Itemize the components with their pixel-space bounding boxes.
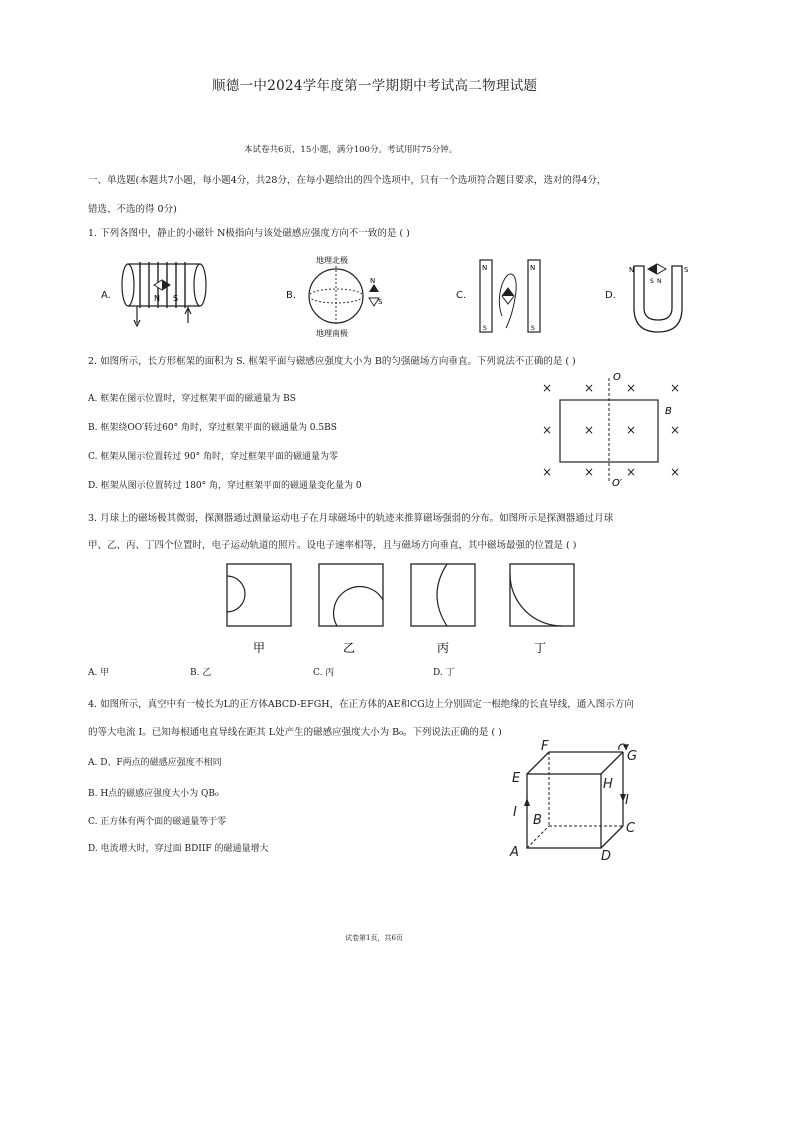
q4-b: B: [533, 813, 542, 828]
q3-line2: 甲、乙、丙、丁四个位置时，电子运动轨道的照片。设电子速率相等，且与磁场方向垂直，其中磁场最强的位置是 ( ): [88, 540, 577, 551]
q1-fig-d-u-magnet: [626, 258, 696, 338]
q3-fig-panels: [225, 562, 585, 658]
cross: ×: [542, 465, 553, 479]
q3-option-c: C. 丙: [313, 668, 335, 678]
q1-d-needle-n: N: [657, 278, 662, 285]
q1-c-n-left: N: [482, 264, 488, 272]
q1-fig-c-bars: [472, 256, 552, 341]
q4-option-d: D. 电流增大时，穿过面 BDIIF 的磁通量增大: [88, 844, 269, 854]
q2-stem: 2. 如图所示，长方形框架的面积为 S. 框架平面与磁感应强度大小为 B的匀强磁场方向垂直。下列说法不正确的是 ( ): [88, 356, 576, 367]
q1-c-s-right: S: [531, 325, 535, 332]
q4-h: H: [603, 777, 613, 792]
q2-option-c: C. 框架从图示位置转过 90° 角时，穿过框架平面的磁通量为零: [88, 452, 338, 462]
q1-c-s-left: S: [483, 325, 487, 332]
q1-d-needle-s: S: [650, 278, 654, 285]
q3-option-a: A. 甲: [88, 668, 110, 678]
q3-option-d: D. 丁: [433, 668, 455, 678]
q1-fig-c-label: C.: [456, 290, 467, 301]
cross: ×: [584, 465, 595, 479]
q1-a-n-label: N: [154, 294, 160, 303]
q3-label-yi: 乙: [343, 641, 356, 655]
q1-stem: 1. 下列各图中，静止的小磁针 N极指向与该处磁感应强度方向不一致的是 ( ): [88, 228, 410, 239]
q4-i-left: I: [513, 805, 517, 820]
section-heading-line1: 一、单选题(本题共7小题，每小题4分，共28分，在每小题给出的四个选项中，只有一个选项符合题目要求，选对的得4分，: [88, 175, 607, 186]
q2-o-top: O: [613, 372, 621, 383]
q4-i-right: I: [625, 793, 629, 808]
q4-option-b: B. H点的磁感应强度大小为 QB₀: [88, 789, 219, 799]
q3-label-bing: 丙: [437, 641, 450, 655]
q4-g: G: [627, 749, 638, 764]
q4-fig-cube: [505, 738, 645, 866]
q1-a-s-label: S: [173, 294, 179, 303]
q1-d-s-label: S: [684, 266, 689, 274]
page-footer: 试卷第1页，共6页: [345, 934, 403, 942]
q4-line2: 的等大电流 I。已知每根通电直导线在距其 L处产生的磁感应强度大小为 B₀。下列说法正确的是 ( ): [88, 727, 502, 738]
q1-fig-b-label: B.: [286, 290, 297, 301]
q2-b-label: B: [665, 406, 672, 417]
q4-option-c: C. 正方体有两个面的磁通量等于零: [88, 817, 227, 827]
q1-fig-d-label: D.: [605, 290, 616, 301]
cross: ×: [542, 423, 553, 437]
cross: ×: [584, 381, 595, 395]
q1-fig-a-label: A.: [101, 290, 111, 301]
q2-option-b: B. 框架绕OO′转过60° 角时，穿过框架平面的磁通量为 0.5BS: [88, 423, 337, 433]
q3-label-jia: 甲: [253, 641, 266, 655]
q2-option-d: D. 框架从图示位置转过 180° 角，穿过框架平面的磁通量变化量为 0: [88, 481, 362, 491]
cross: ×: [626, 381, 637, 395]
q4-e: E: [512, 771, 521, 786]
cross: ×: [626, 465, 637, 479]
q4-option-a: A. D、F两点的磁感应强度不相同: [88, 758, 222, 768]
q1-b-n-label: N: [370, 277, 376, 285]
q2-o-bottom: O′: [612, 478, 623, 489]
q3-line1: 3. 月球上的磁场极其微弱，探测器通过测量运动电子在月球磁场中的轨迹来推算磁场强弱的分布。如图所示是探测器通过月球: [88, 513, 614, 524]
cross: ×: [584, 423, 595, 437]
cross: ×: [670, 465, 681, 479]
section-heading-line2: 错选、不选的得 0分): [88, 204, 177, 215]
q3-option-b: B. 乙: [190, 668, 212, 678]
cross: ×: [670, 381, 681, 395]
q1-fig-a-solenoid: [118, 258, 213, 333]
q4-c: C: [626, 821, 636, 836]
q3-label-ding: 丁: [534, 641, 547, 655]
q2-option-a: A. 框架在图示位置时，穿过框架平面的磁通量为 BS: [88, 394, 296, 404]
q1-south-pole-label: 地理南极: [316, 329, 348, 338]
q2-fig-frame: [536, 370, 696, 490]
q1-north-pole-label: 地理北极: [316, 256, 348, 265]
q1-fig-b-earth: [298, 254, 388, 339]
cross: ×: [670, 423, 681, 437]
q4-line1: 4. 如图所示，真空中有一棱长为L的正方体ABCD-EFGH，在正方体的AE和CG边上分别固定一根绝缘的长直导线，通入图示方向: [88, 699, 634, 710]
page-title: 顺德一中2024学年度第一学期期中考试高二物理试题: [212, 78, 538, 94]
q1-c-n-right: N: [530, 264, 536, 272]
exam-info: 本试卷共6页，15小题，满分100分。考试用时75分钟。: [244, 145, 458, 155]
q4-a: A: [510, 845, 519, 860]
q1-b-s-label: S: [378, 298, 383, 306]
cross: ×: [626, 423, 637, 437]
q4-f: F: [541, 739, 549, 754]
q4-d: D: [601, 849, 612, 864]
q1-d-n-label: N: [629, 266, 635, 274]
cross: ×: [542, 381, 553, 395]
